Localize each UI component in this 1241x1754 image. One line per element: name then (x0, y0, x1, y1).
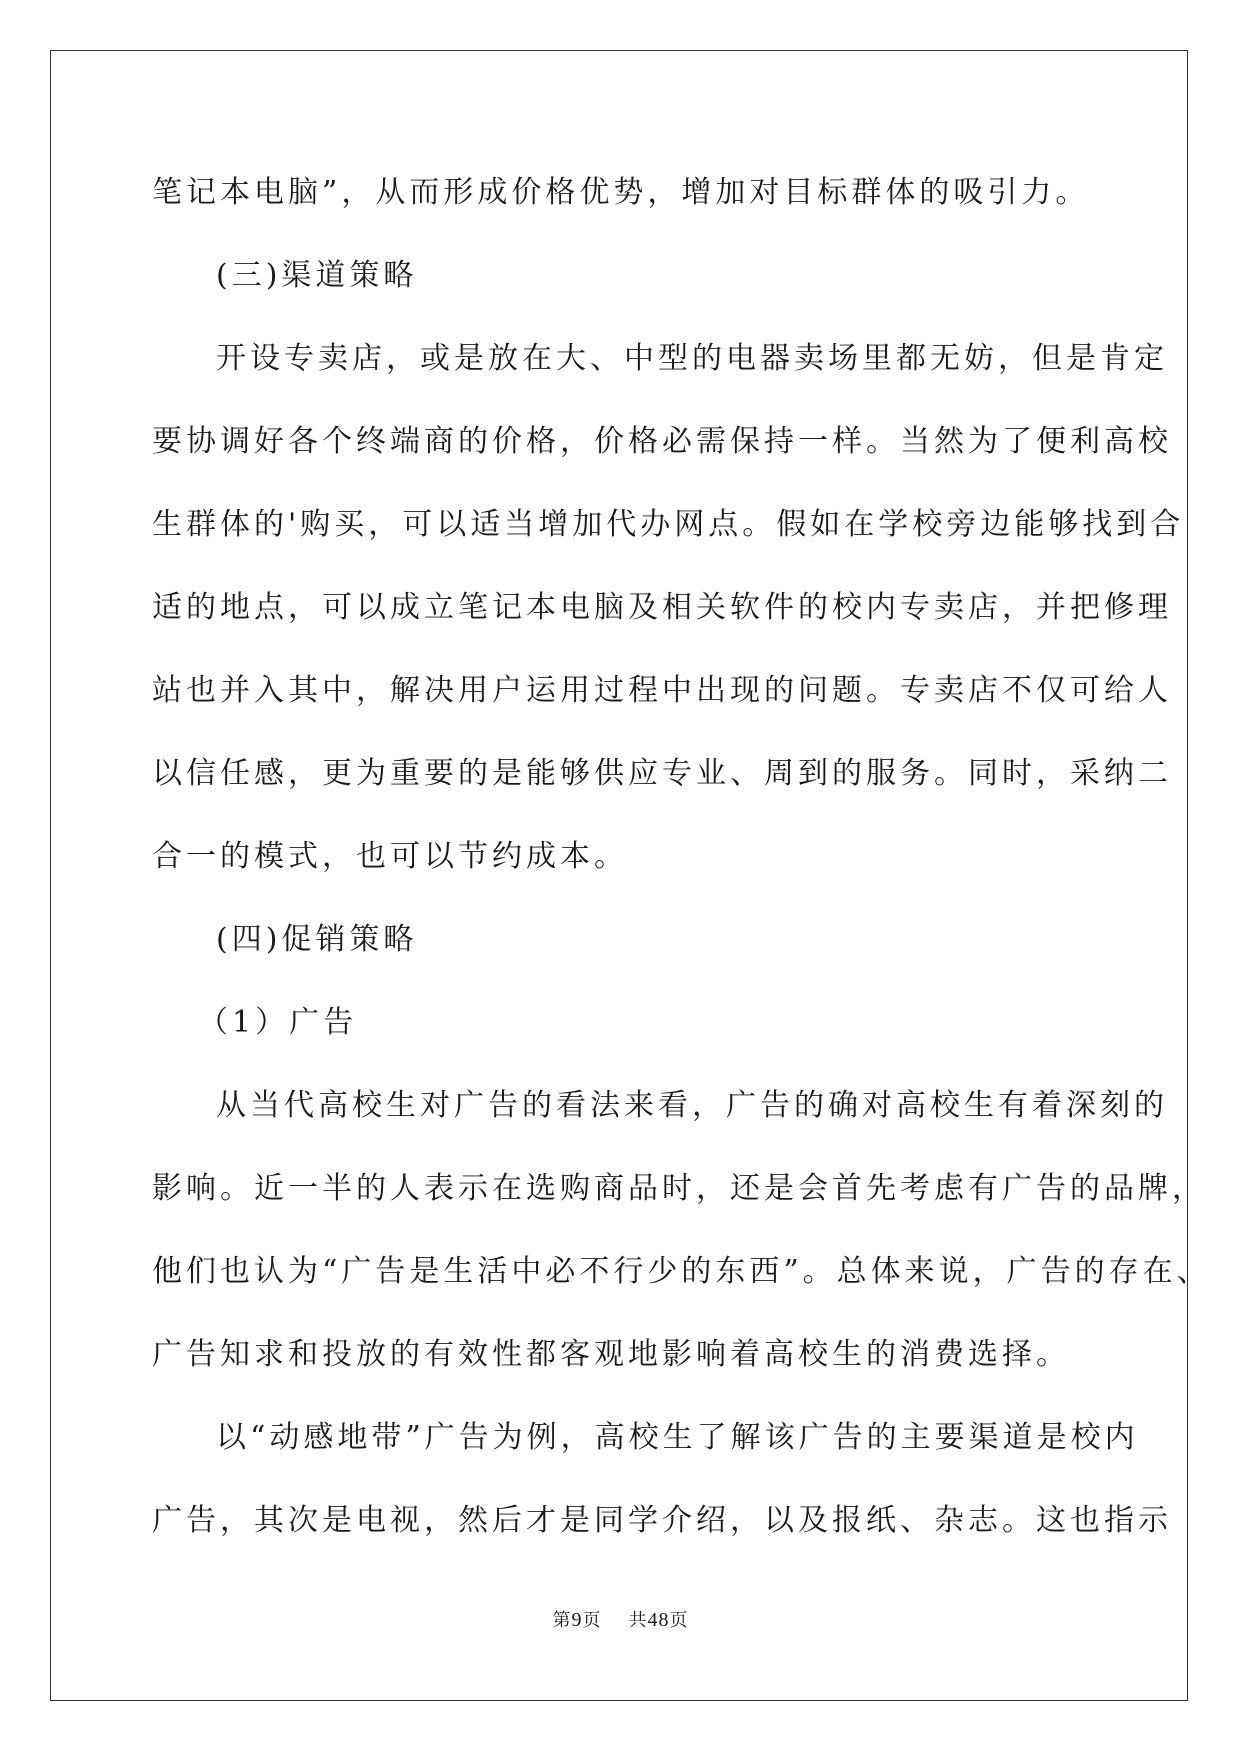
paragraph-line: 广告，其次是电视，然后才是同学介绍，以及报纸、杂志。这也指示 (152, 1503, 1172, 1538)
paragraph-line: 笔记本电脑”，从而形成价格优势，增加对目标群体的吸引力。 (152, 175, 1090, 210)
paragraph-line: 从当代高校生对广告的看法来看，广告的确对高校生有着深刻的 (216, 1088, 1168, 1123)
paragraph-line: 开设专卖店，或是放在大、中型的电器卖场里都无妨，但是肯定 (216, 341, 1168, 376)
section-heading-promotion-strategy: (四)促销策略 (216, 922, 418, 957)
total-suffix: 页 (669, 1610, 689, 1631)
page-suffix: 页 (582, 1610, 602, 1631)
paragraph-line: 合一的模式，也可以节约成本。 (152, 839, 628, 874)
paragraph-line: 适的地点，可以成立笔记本电脑及相关软件的校内专卖店，并把修理 (152, 590, 1172, 625)
paragraph-line: 他们也认为“广告是生活中必不行少的东西”。总体来说，广告的存在、 (152, 1254, 1211, 1289)
document-body (152, 158, 1211, 1569)
subheading-advertising: （1）广告 (198, 1005, 358, 1040)
paragraph-line: 生群体的'购买，可以适当增加代办网点。假如在学校旁边能够找到合 (152, 507, 1185, 542)
page-number: 9 (571, 1609, 583, 1631)
paragraph-line: 以“动感地带”广告为例，高校生了解该广告的主要渠道是校内 (216, 1420, 1139, 1455)
paragraph-line: 要协调好各个终端商的价格，价格必需保持一样。当然为了便利高校 (152, 424, 1172, 459)
total-pages: 48 (647, 1609, 670, 1631)
total-prefix: 共 (628, 1610, 648, 1631)
paragraph-line: 站也并入其中，解决用户运用过程中出现的问题。专卖店不仅可给人 (152, 673, 1172, 708)
paragraph-line: 以信任感，更为重要的是能够供应专业、周到的服务。同时，采纳二 (152, 756, 1172, 791)
paragraph-line: 影响。近一半的人表示在选购商品时，还是会首先考虑有广告的品牌， (152, 1171, 1206, 1206)
page-prefix: 第 (552, 1610, 572, 1631)
page-footer (0, 1606, 1241, 1632)
section-heading-channel-strategy: (三)渠道策略 (216, 258, 418, 293)
paragraph-line: 广告知求和投放的有效性都客观地影响着高校生的消费选择。 (152, 1337, 1070, 1372)
